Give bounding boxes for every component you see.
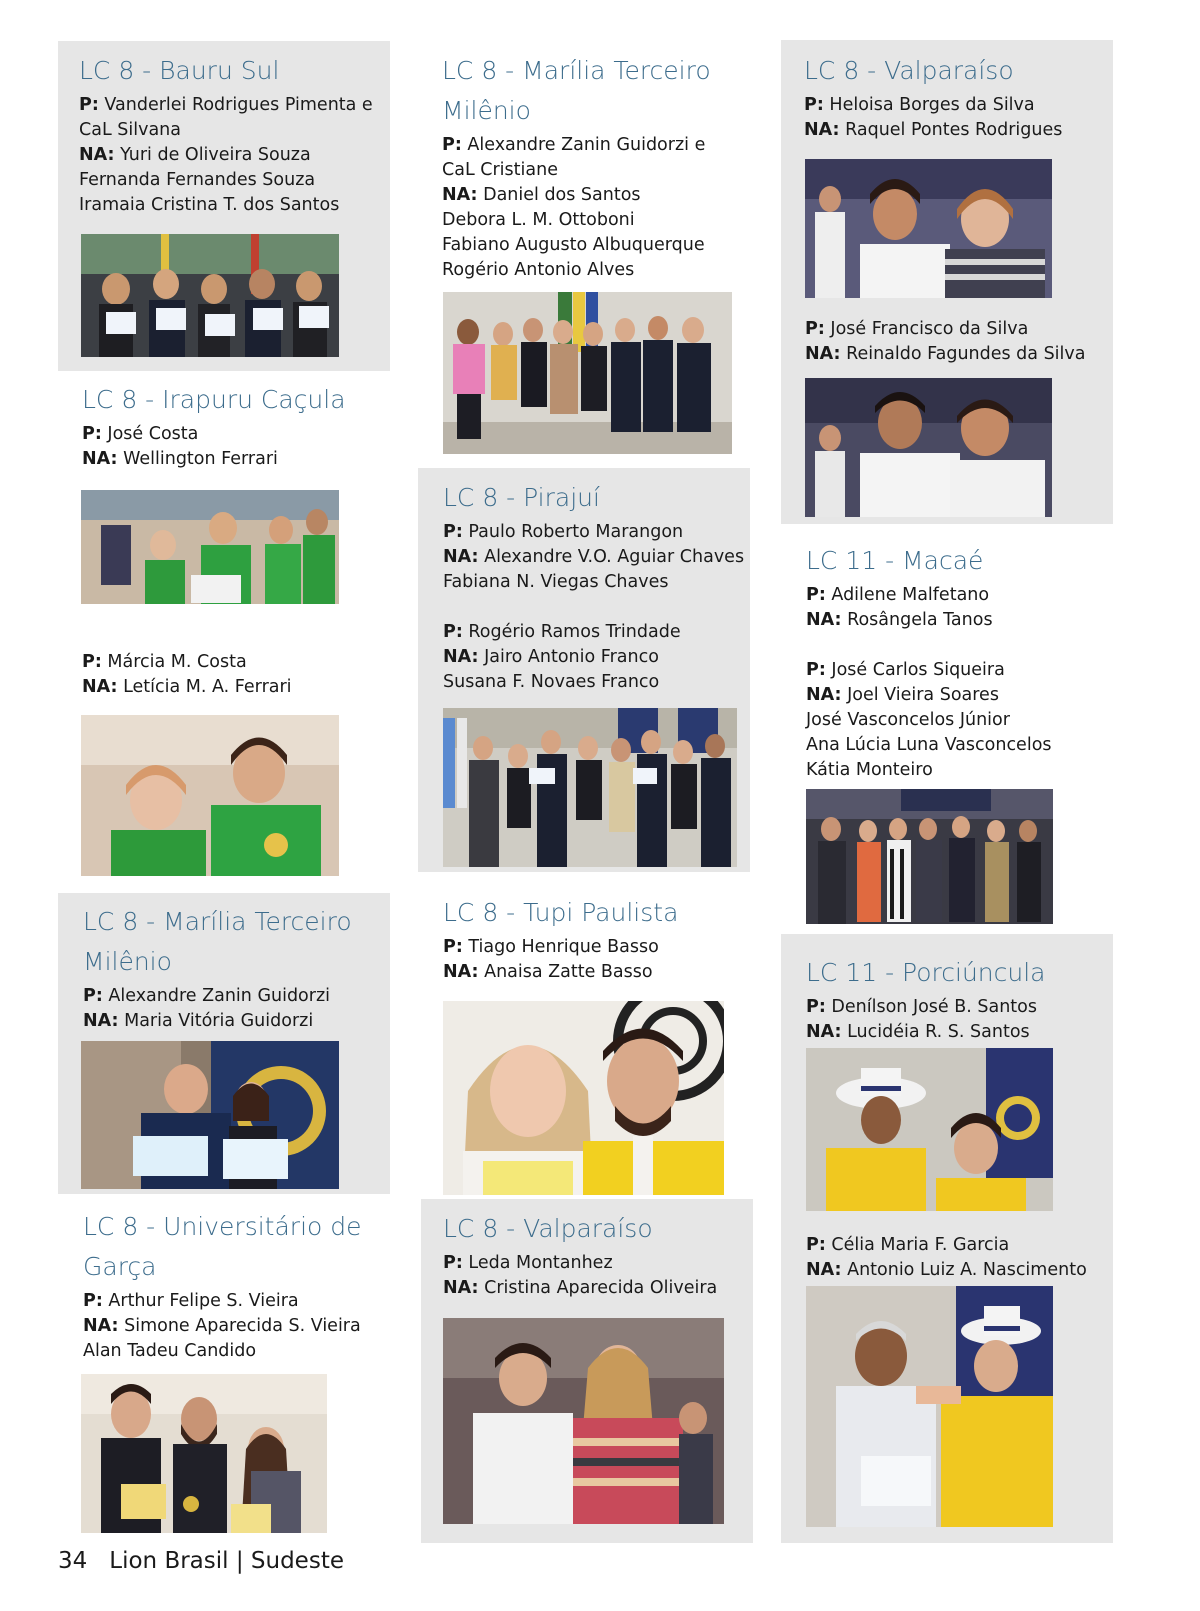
section-marilia-b	[83, 902, 383, 1034]
photo-marilia-a	[443, 292, 732, 454]
photo-garca	[81, 1374, 327, 1533]
text-line: NA: Daniel dos Santos	[442, 185, 641, 205]
text-line: NA: Lucidéia R. S. Santos	[806, 1022, 1030, 1042]
section-title: LC 8 - Bauru Sul	[79, 56, 280, 85]
text-line: P: Rogério Ramos Trindade	[443, 622, 681, 642]
text-line: NA: Reinaldo Fagundes da Silva	[805, 344, 1086, 364]
text-line: NA: Maria Vitória Guidorzi	[83, 1011, 314, 1031]
text-line: P: Heloisa Borges da Silva	[804, 95, 1035, 115]
section-title: LC 8 - Universitário de Garça	[83, 1212, 362, 1281]
page-number: 34	[58, 1548, 88, 1574]
section-valparaiso-b	[443, 1209, 743, 1301]
section-valparaiso-a	[804, 51, 1104, 143]
text-line: NA: Antonio Luiz A. Nascimento	[806, 1260, 1087, 1280]
photo-valparaiso-a-1	[805, 159, 1052, 298]
photo-pirajui	[443, 708, 737, 867]
text-line: NA: Joel Vieira Soares	[806, 685, 999, 705]
text-line: Fabiano Augusto Albuquerque	[442, 235, 705, 255]
text-line: P: Leda Montanhez	[443, 1253, 613, 1273]
page-footer	[58, 1548, 344, 1574]
text-line: NA: Yuri de Oliveira Souza	[79, 145, 311, 165]
text-line: NA: Alexandre V.O. Aguiar Chaves	[443, 547, 745, 567]
section-valparaiso-a-2	[805, 317, 1105, 367]
text-line: CaL Cristiane	[442, 160, 558, 180]
text-line: NA: Simone Aparecida S. Vieira	[83, 1316, 361, 1336]
text-line: P: José Francisco da Silva	[805, 319, 1029, 339]
section-garca	[83, 1207, 383, 1364]
section-title: LC 11 - Macaé	[806, 546, 984, 575]
section-irapuru-2	[82, 650, 382, 700]
text-line: Fernanda Fernandes Souza	[79, 170, 316, 190]
text-line: Kátia Monteiro	[806, 760, 933, 780]
text-line: NA: Anaisa Zatte Basso	[443, 962, 653, 982]
photo-valparaiso-b	[443, 1318, 724, 1524]
text-line: P: Arthur Felipe S. Vieira	[83, 1291, 299, 1311]
text-line: P: Alexandre Zanin Guidorzi e	[442, 135, 706, 155]
text-line: P: Adilene Malfetano	[806, 585, 990, 605]
text-line: P: Célia Maria F. Garcia	[806, 1235, 1010, 1255]
section-title: LC 8 - Valparaíso	[443, 1214, 653, 1243]
section-pirajui	[443, 478, 743, 695]
photo-irapuru-2	[81, 715, 339, 876]
text-line: CaL Silvana	[79, 120, 181, 140]
photo-bauru-sul	[81, 234, 339, 357]
section-bauru-sul	[79, 51, 379, 218]
photo-irapuru-1	[81, 490, 339, 604]
text-line: NA: Raquel Pontes Rodrigues	[804, 120, 1063, 140]
photo-marilia-b	[81, 1041, 339, 1189]
text-line: P: Alexandre Zanin Guidorzi	[83, 986, 331, 1006]
text-line: P: José Carlos Siqueira	[806, 660, 1005, 680]
photo-porciuncula-2	[806, 1286, 1053, 1527]
text-line: Fabiana N. Viegas Chaves	[443, 572, 669, 592]
text-line: NA: Rosângela Tanos	[806, 610, 993, 630]
publication-name: Lion Brasil | Sudeste	[109, 1548, 344, 1574]
section-macae	[806, 541, 1106, 783]
text-line: Debora L. M. Ottoboni	[442, 210, 635, 230]
text-line: José Vasconcelos Júnior	[806, 710, 1010, 730]
text-line: Ana Lúcia Luna Vasconcelos	[806, 735, 1052, 755]
text-line: P: Vanderlei Rodrigues Pimenta e	[79, 95, 373, 115]
text-line: P: Denílson José B. Santos	[806, 997, 1037, 1017]
text-line: NA: Cristina Aparecida Oliveira	[443, 1278, 718, 1298]
text-line: Rogério Antonio Alves	[442, 260, 635, 280]
text-line: NA: Wellington Ferrari	[82, 449, 278, 469]
photo-porciuncula-1	[806, 1048, 1053, 1211]
section-title: LC 8 - Irapuru Caçula	[82, 385, 346, 414]
text-line: Susana F. Novaes Franco	[443, 672, 660, 692]
text-line: P: José Costa	[82, 424, 199, 444]
text-line: NA: Jairo Antonio Franco	[443, 647, 659, 667]
photo-macae	[806, 789, 1053, 924]
photo-valparaiso-a-2	[805, 378, 1052, 517]
section-title: LC 8 - Tupi Paulista	[443, 898, 679, 927]
text-line: Alan Tadeu Candido	[83, 1341, 257, 1361]
section-title: LC 8 - Pirajuí	[443, 483, 600, 512]
section-irapuru	[82, 380, 382, 472]
text-line: NA: Letícia M. A. Ferrari	[82, 677, 292, 697]
section-title: LC 8 - Marília Terceiro Milênio	[442, 56, 711, 125]
section-tupi	[443, 893, 743, 985]
section-title: LC 11 - Porciúncula	[806, 958, 1046, 987]
photo-tupi	[443, 1001, 724, 1195]
section-marilia-a	[442, 51, 742, 283]
text-line: P: Márcia M. Costa	[82, 652, 247, 672]
text-line: P: Paulo Roberto Marangon	[443, 522, 684, 542]
text-line: Iramaia Cristina T. dos Santos	[79, 195, 340, 215]
section-title: LC 8 - Valparaíso	[804, 56, 1014, 85]
text-line: P: Tiago Henrique Basso	[443, 937, 659, 957]
section-porciuncula	[806, 953, 1106, 1045]
section-porciuncula-2	[806, 1233, 1106, 1283]
section-title: LC 8 - Marília Terceiro Milênio	[83, 907, 352, 976]
